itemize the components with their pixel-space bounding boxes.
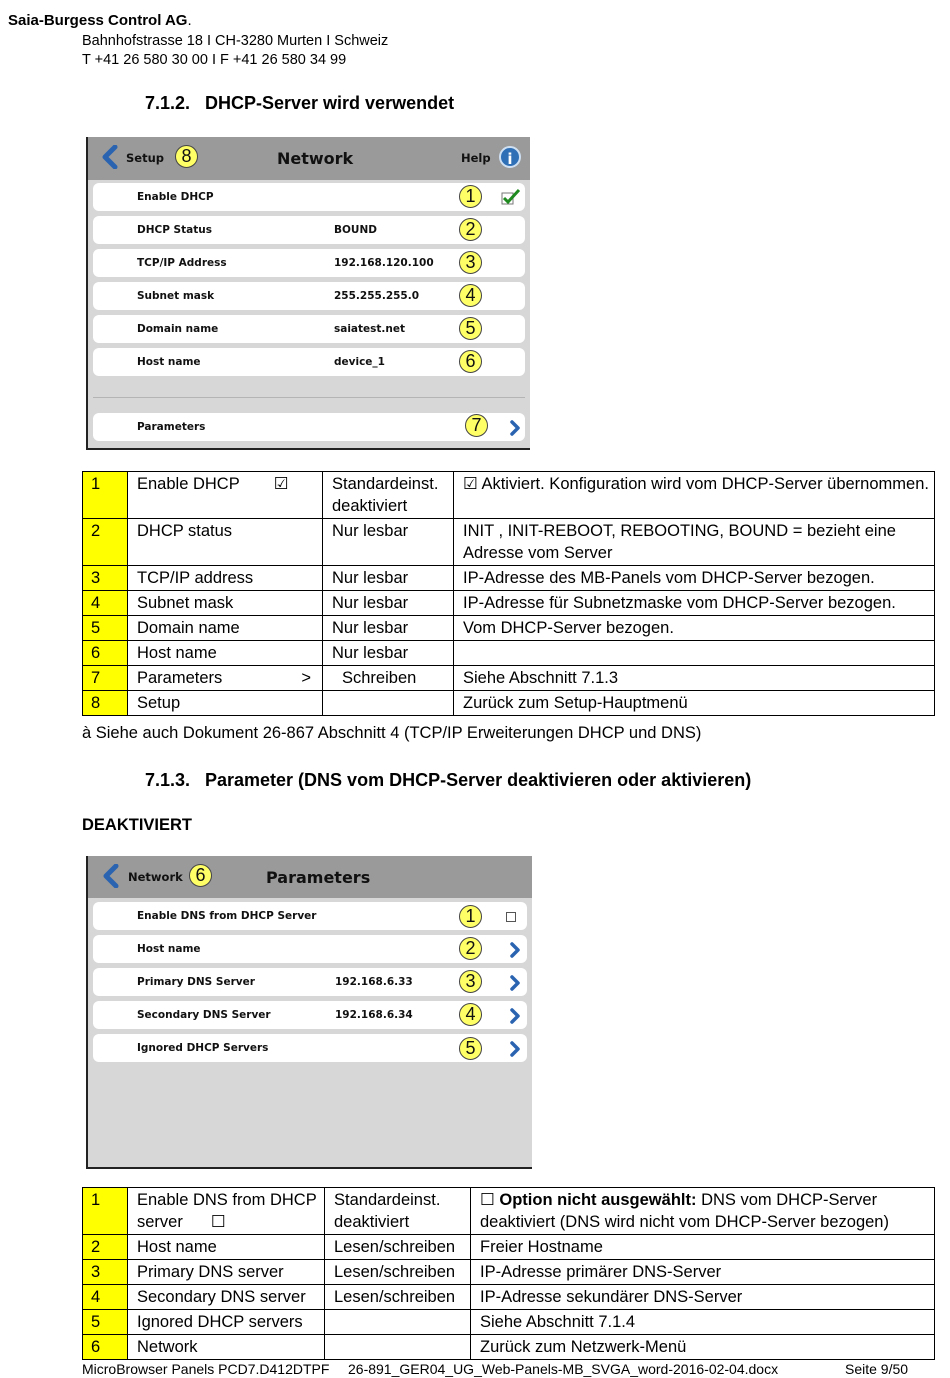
company-address: Bahnhofstrasse 18 I CH-3280 Murten I Schweiz (82, 33, 389, 49)
callout-marker: 3 (459, 970, 482, 993)
parameters-panel-screenshot (86, 856, 532, 1169)
callout-marker: 4 (459, 1003, 482, 1026)
description-cell: INIT , INIT-REBOOT, REBOOTING, BOUND = bezieht eine Adresse vom Server (454, 519, 935, 566)
table-row (83, 519, 935, 566)
footer-left: MicroBrowser Panels PCD7.D412DTPF (82, 1361, 330, 1377)
row-enable-dhcp[interactable] (93, 183, 525, 211)
callout-marker: 5 (459, 1037, 482, 1060)
row-number: 3 (83, 566, 128, 591)
row-number: 2 (83, 1235, 128, 1260)
mode-cell: Standardeinst. deaktiviert (323, 472, 454, 519)
row-subnet-mask (93, 282, 525, 310)
callout-marker: 8 (175, 145, 198, 168)
row-parameters[interactable] (93, 413, 525, 441)
row-host-name (93, 348, 525, 376)
row-value: device_1 (334, 356, 385, 368)
mode-cell (323, 691, 454, 716)
row-number: 6 (83, 641, 128, 666)
mode-cell: Schreiben (323, 666, 454, 691)
row-label: Parameters (137, 421, 206, 433)
row-value: 192.168.6.33 (335, 976, 413, 988)
row-value: 192.168.6.34 (335, 1009, 413, 1021)
chevron-right-icon[interactable] (509, 420, 521, 436)
table-row (83, 472, 935, 519)
chevron-right-icon[interactable] (509, 1041, 521, 1057)
row-number: 7 (83, 666, 128, 691)
checkbox-empty-icon: ☐ (210, 1213, 226, 1231)
param-name-cell: Secondary DNS server (128, 1285, 325, 1310)
chevron-left-icon[interactable] (100, 145, 120, 169)
row-value: 192.168.120.100 (334, 257, 434, 269)
param-name-cell: Host name (128, 1235, 325, 1260)
table-row (83, 591, 935, 616)
row-domain-name (93, 315, 525, 343)
row-label: Domain name (137, 323, 219, 335)
mode-cell: Nur lesbar (323, 591, 454, 616)
back-button-label[interactable]: Setup (126, 151, 164, 165)
table-row (83, 1310, 935, 1335)
param-name-cell: Domain name (128, 616, 323, 641)
chevron-right-icon: > (301, 669, 311, 687)
row-host-name[interactable] (93, 935, 527, 963)
row-number: 3 (83, 1260, 128, 1285)
row-value: BOUND (334, 224, 377, 236)
description-cell: Siehe Abschnitt 7.1.4 (471, 1310, 935, 1335)
description-cell: Zurück zum Netzwerk-Menü (471, 1335, 935, 1360)
param-name-cell: Host name (128, 641, 323, 666)
table-row (83, 641, 935, 666)
row-label: Host name (137, 356, 201, 368)
row-number: 2 (83, 519, 128, 566)
footer-center: 26-891_GER04_UG_Web-Panels-MB_SVGA_word-2016-02-04.docx (348, 1361, 779, 1377)
row-tcpip-address (93, 249, 525, 277)
param-name-cell: Primary DNS server (128, 1260, 325, 1285)
table-row (83, 1335, 935, 1360)
param-name-cell: Network (128, 1335, 325, 1360)
param-name-cell: Setup (128, 691, 323, 716)
callout-marker: 2 (459, 937, 482, 960)
mode-cell (325, 1335, 471, 1360)
description-cell: Siehe Abschnitt 7.1.3 (454, 666, 935, 691)
mode-cell: Lesen/schreiben (325, 1235, 471, 1260)
table-network-parameters (82, 471, 935, 716)
mode-cell: Nur lesbar (323, 616, 454, 641)
chevron-right-icon[interactable] (509, 942, 521, 958)
callout-marker: 2 (459, 218, 482, 241)
description-cell: Freier Hostname (471, 1235, 935, 1260)
section-heading-713: 7.1.3. Parameter (DNS vom DHCP-Server deaktivieren oder aktivieren) (145, 770, 752, 790)
row-label: Enable DNS from DHCP Server (137, 910, 317, 922)
table-row (83, 691, 935, 716)
description-cell: Zurück zum Setup-Hauptmenü (454, 691, 935, 716)
row-number: 4 (83, 1285, 128, 1310)
table-row (83, 666, 935, 691)
mode-cell: Lesen/schreiben (325, 1260, 471, 1285)
chevron-left-icon[interactable] (101, 864, 121, 888)
callout-marker: 4 (459, 284, 482, 307)
mode-cell: Nur lesbar (323, 641, 454, 666)
callout-marker: 6 (189, 864, 212, 887)
param-name-cell: Parameters > (128, 666, 323, 691)
row-label: Host name (137, 943, 201, 955)
row-value: saiatest.net (334, 323, 406, 335)
row-label: Ignored DHCP Servers (137, 1042, 269, 1054)
table-row (83, 616, 935, 641)
callout-marker: 7 (465, 414, 488, 437)
row-number: 1 (83, 1188, 128, 1235)
row-number: 1 (83, 472, 128, 519)
row-enable-dns-from-dhcp[interactable] (93, 902, 527, 930)
param-name-cell: TCP/IP address (128, 566, 323, 591)
panel-title: Parameters (266, 868, 371, 887)
section-heading-712: 7.1.2. DHCP-Server wird verwendet (145, 93, 455, 113)
checkbox-empty-icon: ☐ (480, 1191, 495, 1209)
checkmark-icon[interactable] (501, 188, 521, 206)
param-name-cell: DHCP status (128, 519, 323, 566)
param-name-cell: Ignored DHCP servers (128, 1310, 325, 1335)
row-primary-dns[interactable] (93, 968, 527, 996)
table-row (83, 1188, 935, 1235)
mode-cell: Lesen/schreiben (325, 1285, 471, 1310)
callout-marker: 6 (459, 350, 482, 373)
chevron-right-icon[interactable] (509, 975, 521, 991)
description-cell: ☑ Aktiviert. Konfiguration wird vom DHCP-Server übernommen. (454, 472, 935, 519)
footer-page-number: Seite 9/50 (845, 1361, 909, 1377)
description-cell: IP-Adresse des MB-Panels vom DHCP-Server bezogen. (454, 566, 935, 591)
row-label: TCP/IP Address (137, 257, 227, 269)
table-row (83, 1285, 935, 1310)
info-icon[interactable]: i (499, 146, 521, 168)
network-panel-screenshot (86, 137, 530, 450)
table-row (83, 1235, 935, 1260)
callout-marker: 1 (459, 905, 482, 928)
row-number: 8 (83, 691, 128, 716)
row-label: Enable DHCP (137, 191, 214, 203)
back-button-label[interactable]: Network (128, 870, 183, 884)
row-label: Primary DNS Server (137, 976, 255, 988)
see-also-note: à Siehe auch Dokument 26-867 Abschnitt 4 (TCP/IP Erweiterungen DHCP und DNS) (82, 724, 702, 742)
checkbox-checked-icon: ☑ (273, 475, 289, 493)
param-name-cell: Subnet mask (128, 591, 323, 616)
description-cell: IP-Adresse sekundärer DNS-Server (471, 1285, 935, 1310)
param-name-cell: Enable DNS from DHCP server ☐ (128, 1188, 325, 1235)
table-row (83, 566, 935, 591)
row-ignored-dhcp-servers[interactable] (93, 1034, 527, 1062)
help-button-label[interactable]: Help (461, 151, 491, 165)
row-number: 6 (83, 1335, 128, 1360)
panel-title: Network (277, 149, 354, 168)
row-number: 5 (83, 1310, 128, 1335)
description-cell: IP-Adresse primärer DNS-Server (471, 1260, 935, 1285)
deaktiviert-label: DEAKTIVIERT (82, 816, 193, 834)
row-label: Subnet mask (137, 290, 215, 302)
mode-cell: Standardeinst. deaktiviert (325, 1188, 471, 1235)
description-cell: IP-Adresse für Subnetzmaske vom DHCP-Server bezogen. (454, 591, 935, 616)
row-dhcp-status (93, 216, 525, 244)
row-secondary-dns[interactable] (93, 1001, 527, 1029)
description-cell (454, 641, 935, 666)
row-label: Secondary DNS Server (137, 1009, 271, 1021)
mode-cell: Nur lesbar (323, 519, 454, 566)
param-name-cell: Enable DHCP ☑ (128, 472, 323, 519)
chevron-right-icon[interactable] (509, 1008, 521, 1024)
divider (93, 397, 525, 398)
company-phone: T +41 26 580 30 00 I F +41 26 580 34 99 (82, 52, 347, 68)
callout-marker: 5 (459, 317, 482, 340)
company-name: Saia-Burgess Control AG. (8, 12, 192, 29)
description-cell: ☐ Option nicht ausgewählt: DNS vom DHCP-Server deaktiviert (DNS wird nicht vom DHCP-Server bezogen) (471, 1188, 935, 1235)
description-cell: Vom DHCP-Server bezogen. (454, 616, 935, 641)
mode-cell (325, 1310, 471, 1335)
table-row (83, 1260, 935, 1285)
row-label: DHCP Status (137, 224, 212, 236)
row-number: 5 (83, 616, 128, 641)
row-value: 255.255.255.0 (334, 290, 420, 302)
callout-marker: 3 (459, 251, 482, 274)
callout-marker: 1 (459, 185, 482, 208)
table-dns-parameters (82, 1187, 935, 1360)
checkbox-empty-icon[interactable] (506, 912, 516, 922)
row-number: 4 (83, 591, 128, 616)
mode-cell: Nur lesbar (323, 566, 454, 591)
